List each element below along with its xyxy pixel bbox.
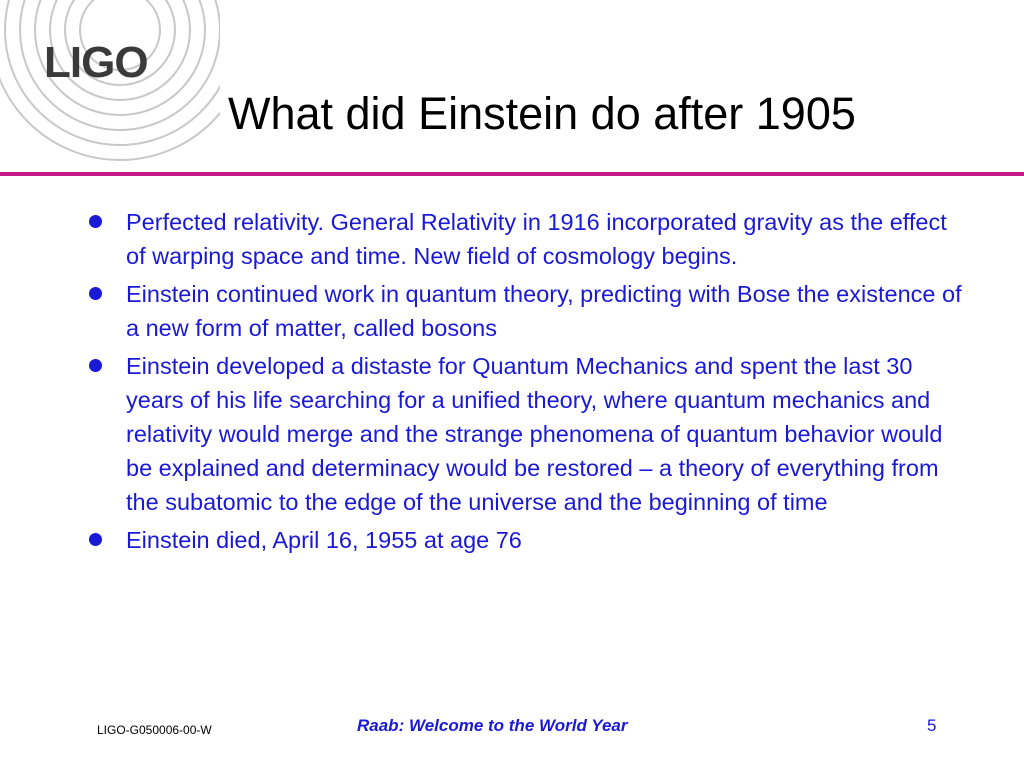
bullet-item [85, 523, 965, 557]
bullet-dot-icon [89, 287, 102, 300]
bullet-text: Perfected relativity. General Relativity in 1916 incorporated gravity as the effect of warping space and time. New field of cosmology begins. [126, 209, 947, 269]
bullet-text: Einstein continued work in quantum theory, predicting with Bose the existence of a new form of matter, called bosons [126, 281, 962, 341]
bullet-dot-icon [89, 215, 102, 228]
footer-doc-id: LIGO-G050006-00-W [97, 723, 212, 737]
bullet-item [85, 277, 965, 345]
bullet-item [85, 349, 965, 519]
footer-page-number: 5 [927, 716, 937, 735]
bullet-dot-icon [89, 359, 102, 372]
bullet-text: Einstein developed a distaste for Quantum Mechanics and spent the last 30 years of his life searching for a unified theory, where quantum mechanics and relativity would merge and the strange phenomena of quantum behavior would be explained and determinacy would be restored – a theory of everything from the subatomic to the edge of the universe and the beginning of time [126, 353, 943, 515]
bullet-text: Einstein died, April 16, 1955 at age 76 [126, 527, 522, 553]
slide-title: What did Einstein do after 1905 [228, 88, 856, 139]
bullet-dot-icon [89, 533, 102, 546]
ligo-logo: LIGO [44, 38, 148, 87]
bullet-item [85, 205, 965, 273]
footer-presentation-title: Raab: Welcome to the World Year [357, 716, 628, 735]
title-divider [0, 172, 1024, 176]
bullet-list [85, 205, 965, 561]
